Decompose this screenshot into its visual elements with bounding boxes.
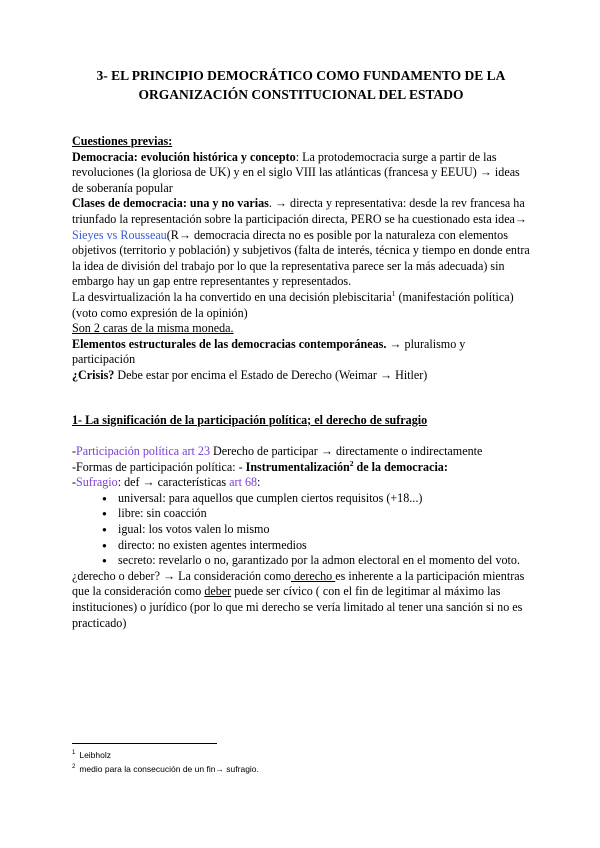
art-68-link[interactable]: art 68 <box>229 475 258 490</box>
footnote-1: $^1$ Leibholz <box>72 750 112 760</box>
participacion-line: -Participación política art 23 Derecho de participar → directamente o indirectamente <box>72 444 483 459</box>
clases-paragraph: Clases de democracia: una y no varias. → directa y representativa: desde la rev francesa ha triunfado la representación sobre la participación directa, PERO se ha cuestionado esta idea→ Sieyes vs Rousseau(R→ democracia directa no es posible por la naturaleza con elementos objetivos (territorio y población) y subjetivos (falta de interés, técnica y tiempo en donde entra la idea de división del trabajo por lo que la representativa parece ser la más adecuada) sin embargo hay un gap entre representantes y representados. <box>72 196 530 289</box>
title-line-1: 3- EL PRINCIPIO DEMOCRÁTICO COMO FUNDAMENTO DE LA <box>96 68 506 83</box>
sieyes-rousseau-link[interactable]: Sieyes vs Rousseau <box>72 227 167 242</box>
section-1-heading: 1- La significación de la participación política; el derecho de sufragio <box>72 412 428 427</box>
list-item: ● secreto: revelarlo o no, garantizado por la admon electoral en el momento del voto. <box>102 553 530 569</box>
sufragio-link[interactable]: Sufragio <box>76 475 118 490</box>
footnote-2: $^2$ medio para la consecución de un fin→ sufragio. <box>72 764 259 774</box>
footnote-ref-1[interactable]: 1 <box>391 288 396 298</box>
democracia-paragraph: Democracia: evolución histórica y concepto: La protodemocracia surge a partir de las revoluciones (la gloriosa de UK) y en el siglo VIII las atlánticas (francesa y EEUU) → ideas de soberanía popular <box>72 149 520 195</box>
footnote-ref-2[interactable]: 2 <box>349 458 354 468</box>
page-title <box>72 66 530 104</box>
art-23-link[interactable]: Participación política art 23 <box>76 444 211 459</box>
sufragio-line: -Sufragio: def → características art 68: <box>72 475 261 490</box>
list-item: ● universal: para aquellos que cumplen ciertos requisitos (+18...) <box>102 491 530 507</box>
formas-line: -Formas de participación política: - Instrumentalización$^2$ de la democracia: <box>72 458 448 474</box>
footnotes <box>72 743 532 776</box>
crisis-paragraph: ¿Crisis? Debe estar por encima el Estado de Derecho (Weimar → Hitler) <box>72 367 428 382</box>
title-line-2: ORGANIZACIÓN CONSTITUCIONAL DEL ESTADO <box>138 87 464 102</box>
footnote-separator <box>72 743 217 744</box>
elementos-paragraph: Elementos estructurales de las democracias contemporáneas. → pluralismo y participación <box>72 336 466 367</box>
sufragio-characteristics-list <box>72 491 530 569</box>
desvirtualizacion-paragraph: La desvirtualización la ha convertido en una decisión plebiscitaria$^1$ (manifestación política) (voto como expresión de la opinión) <box>72 288 514 320</box>
list-item: ● igual: los votos valen lo mismo <box>102 522 530 538</box>
cuestiones-heading: Cuestiones previas: <box>72 134 173 148</box>
derecho-deber-paragraph: ¿derecho o deber? → La consideración como derecho es inherente a la participación mientras que la consideración como deber puede ser cívico ( con el fin de legitimar al máximo las instituciones) o jurídico (por lo que mi derecho se vería limitado al tener una sanción si no es practicado) <box>72 568 525 630</box>
list-item: ● directo: no existen agentes intermedios <box>102 538 530 554</box>
dos-caras-line: Son 2 caras de la misma moneda. <box>72 321 234 336</box>
list-item: ● libre: sin coacción <box>102 506 530 522</box>
